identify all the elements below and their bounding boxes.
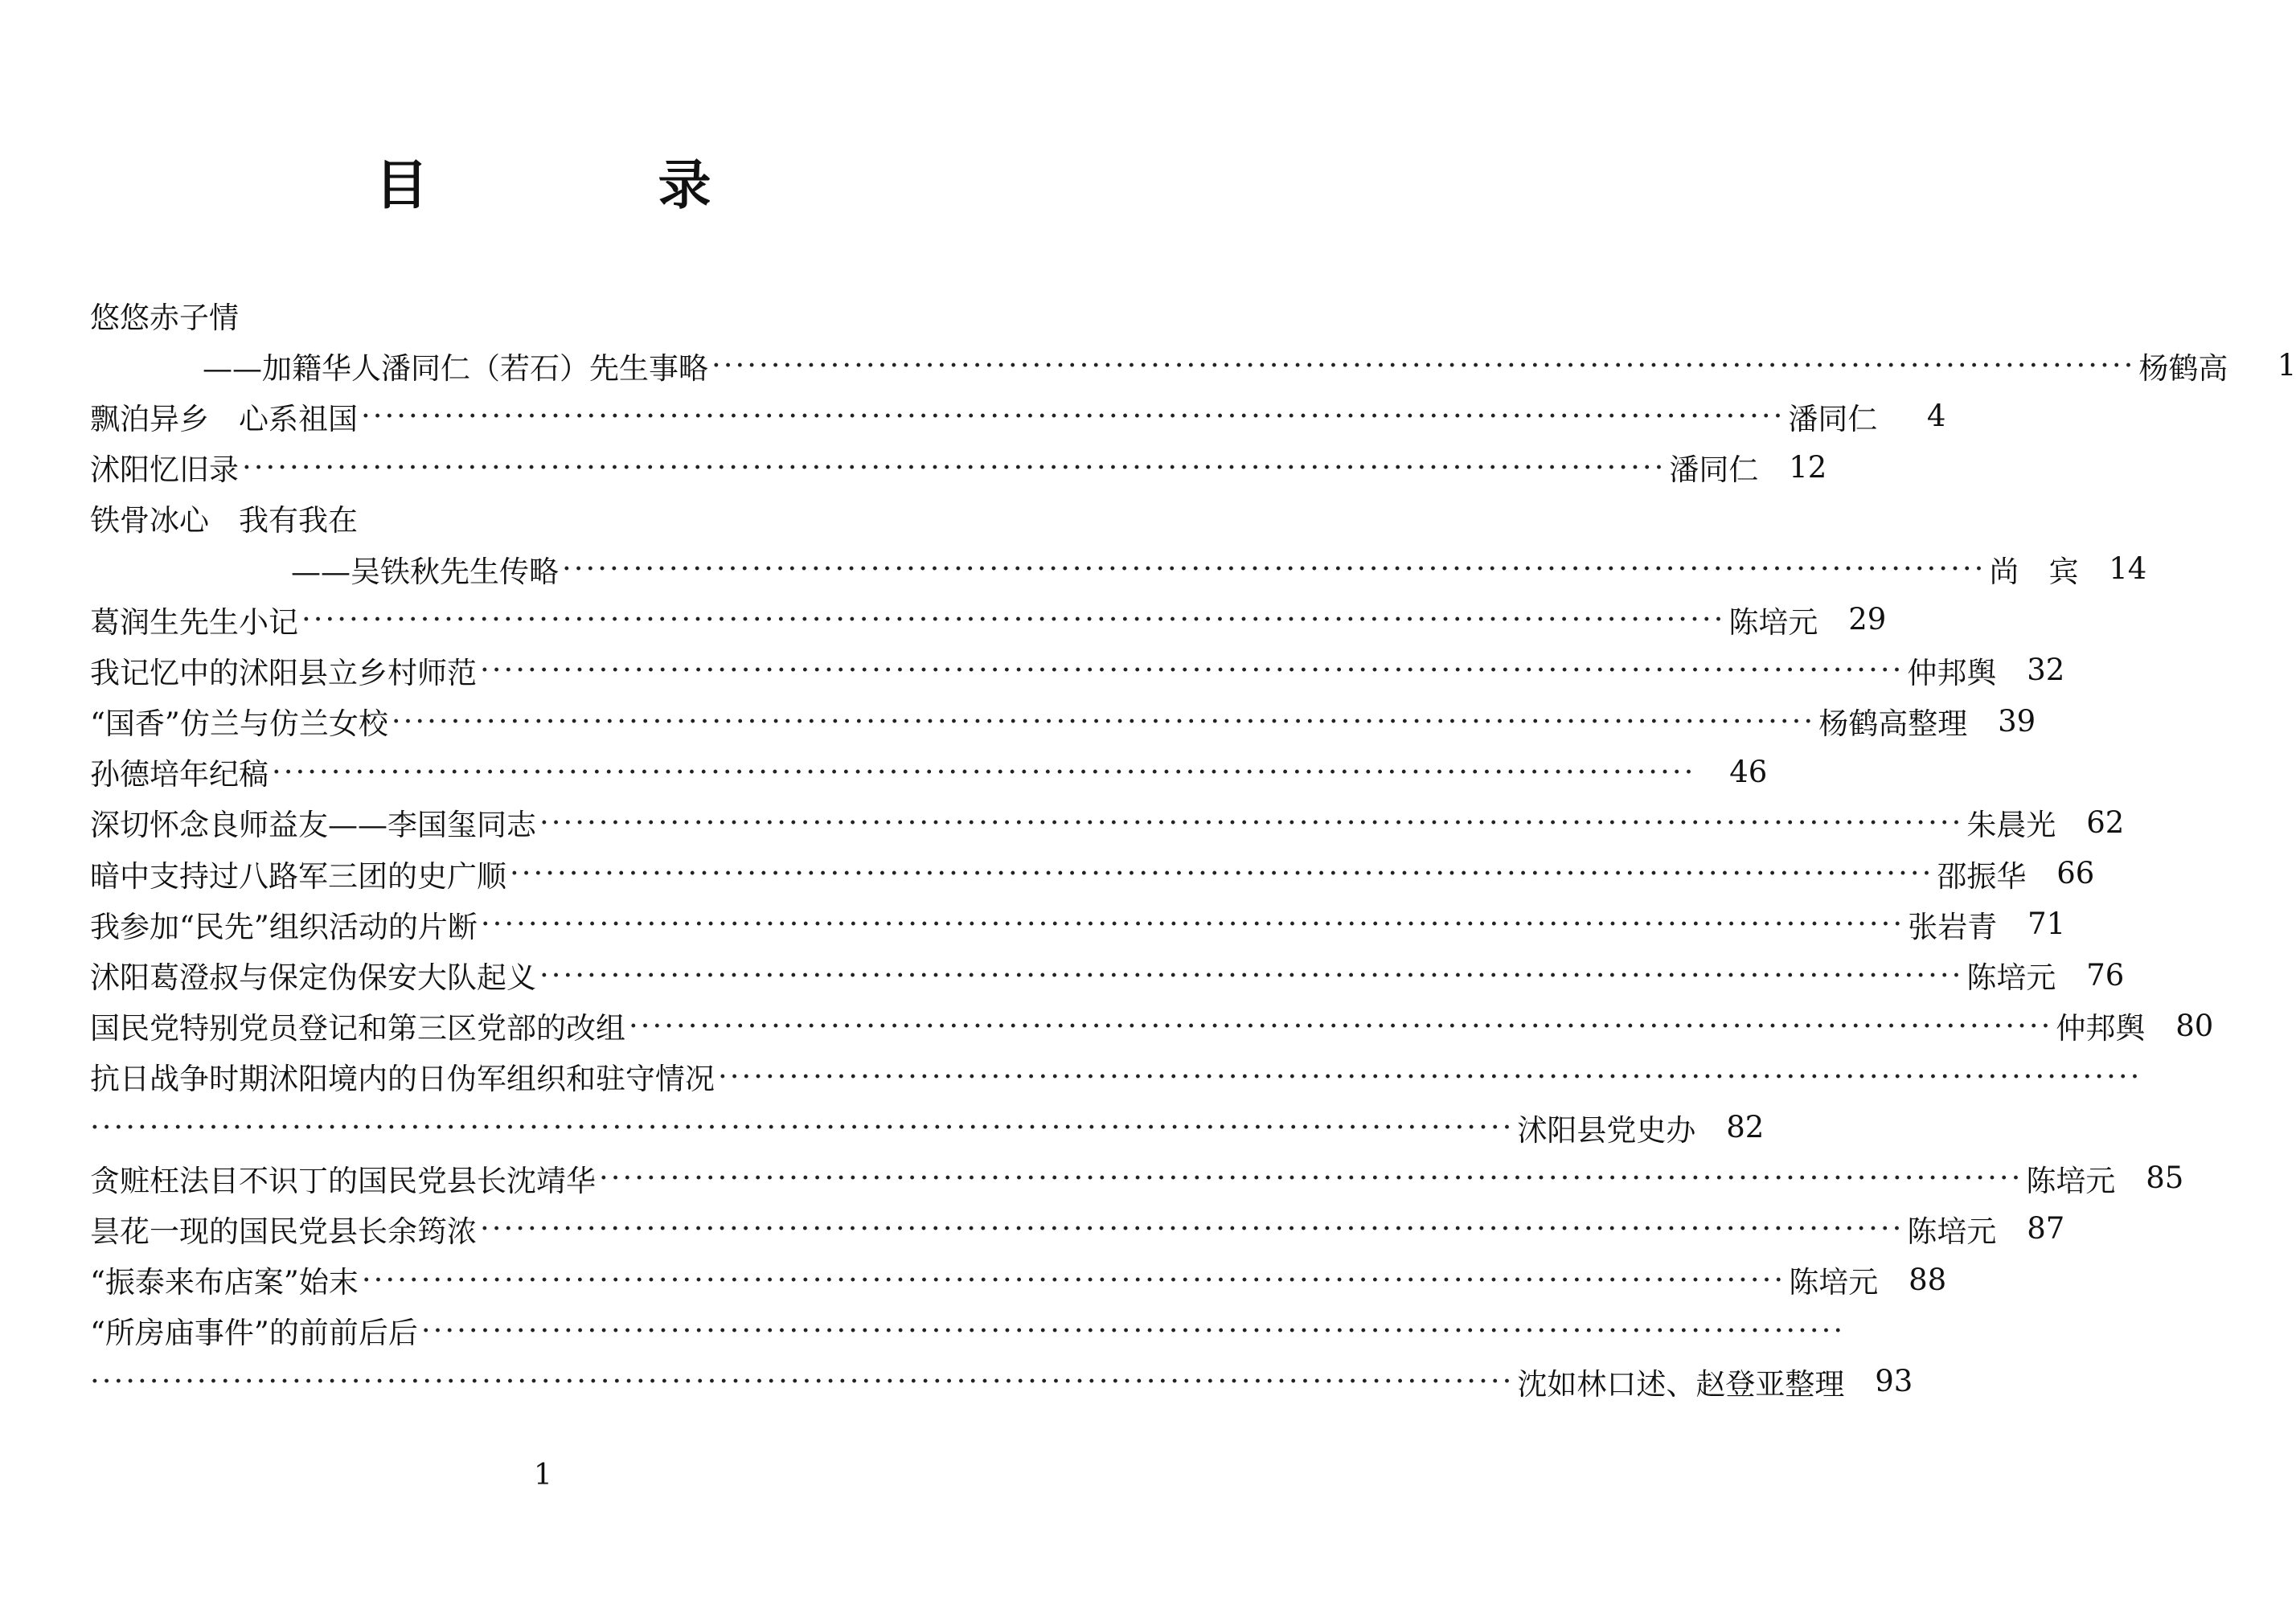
toc-entry-title: “所房庙事件”的前前后后	[90, 1316, 418, 1351]
toc-entry-page: 1	[2277, 348, 2296, 383]
toc-entry-page: 85	[2146, 1161, 2184, 1196]
toc-entry-title: 沭阳忆旧录	[90, 452, 239, 488]
toc-entry-page: 12	[1789, 449, 1827, 485]
toc-leader-dots: ························································································································	[480, 907, 1905, 942]
toc-entry	[90, 340, 2296, 391]
table-of-contents	[90, 289, 2296, 1406]
toc-entry	[90, 594, 1887, 645]
toc-leader-dots: ························································································································	[480, 653, 1904, 688]
toc-entry	[90, 696, 2036, 747]
toc-entry-title: 贪赃枉法目不识丁的国民党县长沈靖华	[90, 1163, 596, 1198]
toc-entry-title: 悠悠赤子情	[90, 300, 239, 335]
toc-entry-author: 陈培元	[1789, 1265, 1879, 1300]
toc-entry-page: 82	[1726, 1110, 1765, 1145]
toc-entry-title: 抗日战争时期沭阳境内的日伪军组织和驻守情况	[90, 1062, 715, 1097]
toc-entry	[90, 289, 1015, 340]
toc-entry-author: 杨鹤高	[2138, 350, 2228, 386]
toc-entry	[90, 1356, 1913, 1406]
toc-leader-dots: ························································································································	[539, 804, 1964, 840]
toc-entry-page: 14	[2109, 551, 2147, 587]
toc-entry-title: 我参加“民先”组织活动的片断	[90, 909, 478, 944]
toc-leader-dots: ························································································································	[510, 856, 1934, 891]
toc-entry-page: 66	[2056, 856, 2095, 891]
toc-entry-page: 76	[2086, 957, 2125, 993]
toc-entry-author: 陈培元	[1728, 604, 1818, 640]
toc-entry-title: 深切怀念良师益友——李国玺同志	[90, 808, 536, 843]
toc-entry-author: 陈培元	[1907, 1214, 1997, 1249]
toc-entry-title: ——加籍华人潘同仁（若石）先生事略	[203, 350, 708, 386]
toc-entry-title: ——吴铁秋先生传略	[291, 554, 559, 589]
toc-leader-dots: ························································································································	[361, 399, 1786, 434]
toc-entry-page: 29	[1848, 602, 1887, 637]
toc-entry	[90, 493, 1015, 543]
toc-entry-title: 我记忆中的沭阳县立乡村师范	[90, 655, 477, 690]
toc-leader-dots: ························································································································	[90, 1110, 1515, 1145]
toc-entry-author: 张岩青	[1908, 909, 1998, 944]
toc-leader-dots: ························································································································	[480, 1211, 1904, 1247]
toc-entry-author: 杨鹤高整理	[1818, 706, 1968, 742]
toc-entry-author: 沈如林口述、赵登亚整理	[1517, 1366, 1845, 1402]
toc-entry-page: 32	[2027, 653, 2065, 688]
toc-leader-dots: ························································································································	[629, 1008, 2053, 1043]
toc-entry	[90, 797, 2125, 848]
toc-entry	[90, 543, 2147, 594]
toc-entry-page: 46	[1729, 754, 1768, 789]
toc-leader-dots: ························································································································	[301, 602, 1726, 637]
toc-entry-page: 88	[1909, 1262, 1947, 1297]
toc-entry-page: 62	[2086, 804, 2125, 840]
toc-entry-author: 潘同仁	[1669, 452, 1759, 488]
toc-entry	[90, 1203, 2065, 1254]
toc-entry	[90, 391, 1946, 441]
toc-entry	[90, 1305, 1846, 1356]
toc-entry	[90, 442, 1827, 493]
toc-entry	[90, 1102, 1765, 1152]
toc-entry	[90, 1152, 2184, 1203]
toc-entry	[90, 899, 2066, 949]
toc-entry	[90, 1051, 2142, 1102]
toc-entry-author: 仲邦舆	[2056, 1011, 2146, 1046]
toc-leader-dots: ························································································································	[539, 957, 1964, 993]
toc-entry	[90, 949, 2125, 1000]
toc-entry-page: 71	[2027, 907, 2066, 942]
toc-entry-title: 昙花一现的国民党县长余筠浓	[90, 1214, 477, 1249]
toc-leader-dots: ························································································································	[718, 1058, 2142, 1094]
toc-entry-author: 仲邦舆	[1907, 655, 1997, 690]
toc-leader-dots: ························································································································	[391, 703, 1816, 739]
toc-entry-author: 陈培元	[2026, 1163, 2116, 1198]
toc-entry	[90, 1001, 2214, 1051]
toc-leader-dots: ························································································································	[272, 754, 1696, 789]
page-title: 目 录	[375, 154, 800, 216]
toc-entry-page: 39	[1998, 703, 2036, 739]
toc-entry	[90, 747, 1768, 797]
toc-entry	[90, 848, 2095, 899]
toc-entry-title: 铁骨冰心 我有我在	[90, 503, 358, 538]
footer-page-number: 1	[534, 1459, 552, 1492]
toc-entry-page: 4	[1926, 399, 1946, 434]
toc-entry-page: 87	[2027, 1211, 2065, 1247]
toc-entry-author: 朱晨光	[1966, 808, 2056, 843]
toc-leader-dots: ························································································································	[361, 1262, 1786, 1297]
toc-entry-title: 葛润生先生小记	[90, 604, 298, 640]
toc-leader-dots: ························································································································	[242, 449, 1667, 485]
toc-leader-dots: ························································································································	[562, 551, 1986, 587]
toc-entry-author: 沭阳县党史办	[1517, 1112, 1696, 1148]
toc-leader-dots: ························································································································	[90, 1364, 1515, 1399]
toc-entry-page: 80	[2175, 1008, 2214, 1043]
toc-entry-author: 陈培元	[1966, 960, 2056, 996]
toc-entry-page: 93	[1875, 1364, 1913, 1399]
toc-entry-title: “国香”仿兰与仿兰女校	[90, 706, 388, 742]
toc-leader-dots: ························································································································	[711, 348, 2136, 383]
toc-entry-title: “振泰来布店案”始末	[90, 1265, 359, 1300]
toc-entry-title: 国民党特别党员登记和第三区党部的改组	[90, 1011, 625, 1046]
toc-entry-title: 孙德培年纪稿	[90, 757, 269, 792]
toc-entry	[90, 645, 2065, 695]
toc-entry-title: 暗中支持过八路军三团的史广顺	[90, 858, 506, 894]
toc-entry	[90, 1255, 1947, 1305]
toc-entry-author: 尚 宾	[1989, 554, 2079, 589]
toc-entry-title: 沭阳葛澄叔与保定伪保安大队起义	[90, 960, 536, 996]
toc-entry-title: 飘泊异乡 心系祖国	[90, 401, 358, 436]
toc-entry-author: 潘同仁	[1788, 401, 1878, 436]
toc-leader-dots: ························································································································	[599, 1161, 2023, 1196]
toc-entry-author: 邵振华	[1937, 858, 2027, 894]
toc-leader-dots: ························································································································	[420, 1312, 1846, 1348]
